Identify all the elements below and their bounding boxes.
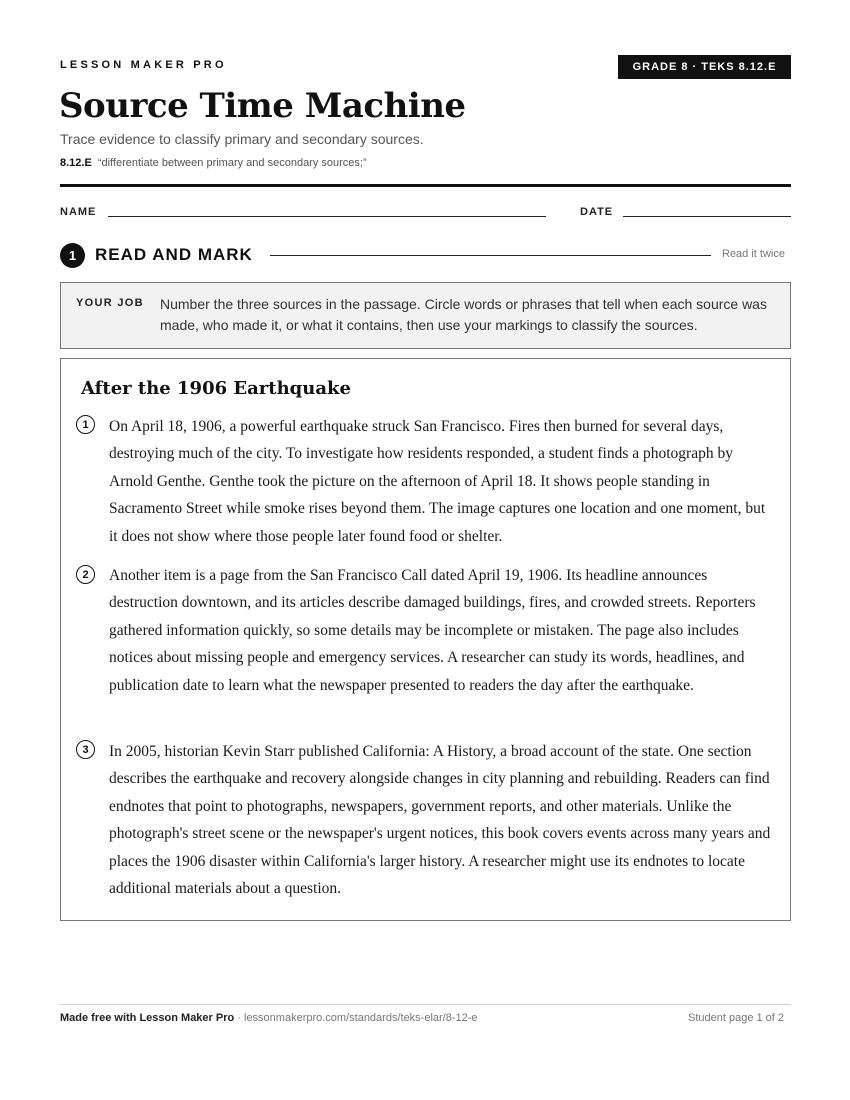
date-label: DATE (580, 206, 614, 218)
page-indicator: Student page 1 of 2 (688, 1012, 785, 1024)
standard-line (60, 157, 367, 169)
name-label: NAME (60, 206, 97, 218)
page-title: Source Time Machine (59, 86, 466, 126)
job-instructions-box (60, 282, 791, 349)
section-number-badge: 1 (60, 243, 85, 268)
section-divider (270, 255, 711, 256)
paragraph-number-1: 1 (76, 415, 95, 434)
footer-url[interactable]: · lessonmakerpro.com/standards/teks-elar/8-12-e (234, 1012, 478, 1024)
footer-credit (60, 1012, 478, 1024)
paragraph-3: In 2005, historian Kevin Starr published California: A History, a broad account of the state. One section describes the earthquake and recovery alongside changes in city planning and rebuilding. Readers can find endnotes that point to photographs, newspapers, government reports, and other materials. Unlike the photograph's street scene or the newspaper's urgent notices, this book covers events across many years and places the 1906 disaster within California's larger history. A researcher might use its endnotes to locate additional materials about a question. (109, 743, 771, 898)
standard-code: 8.12.E (60, 157, 92, 169)
header-divider (60, 184, 791, 187)
job-text: Number the three sources in the passage. Circle words or phrases that tell when each source was made, who made it, or what it contains, then use your markings to classify the sources. (160, 296, 767, 333)
footer-divider (60, 1004, 791, 1005)
footer-made-with: Made free with Lesson Maker Pro (60, 1012, 235, 1024)
name-field[interactable] (108, 216, 546, 217)
passage-title: After the 1906 Earthquake (81, 378, 351, 399)
passage-box (60, 358, 791, 921)
brand-name: LESSON MAKER PRO (60, 59, 227, 71)
grade-badge: GRADE 8 · TEKS 8.12.E (618, 55, 791, 79)
page-subtitle: Trace evidence to classify primary and secondary sources. (60, 131, 424, 147)
section-title: READ AND MARK (95, 245, 253, 264)
job-label: YOUR JOB (76, 297, 144, 309)
paragraph-number-3: 3 (76, 740, 95, 759)
paragraph-1: On April 18, 1906, a powerful earthquake struck San Francisco. Fires then burned for several days, destroying much of the city. To investigate how residents responded, a student finds a photograph by Arnold Genthe. Genthe took the picture on the afternoon of April 18. It shows people standing in Sacramento Street while smoke rises beyond them. The image captures one location and one moment, but it does not show where those people later found food or shelter. (109, 418, 766, 545)
standard-text: “differentiate between primary and secondary sources;” (97, 157, 367, 169)
date-field[interactable] (623, 216, 791, 217)
paragraph-2: Another item is a page from the San Francisco Call dated April 19, 1906. Its headline announces destruction downtown, and its articles describe damaged buildings, fires, and crowded streets. Reporters gathered information quickly, so some details may be incomplete or mistaken. The page also includes notices about missing people and emergency services. A researcher can study its words, headlines, and publication date to learn what the newspaper presented to readers the day after the earthquake. (109, 567, 756, 694)
section-note: Read it twice (722, 248, 785, 260)
paragraph-number-2: 2 (76, 565, 95, 584)
